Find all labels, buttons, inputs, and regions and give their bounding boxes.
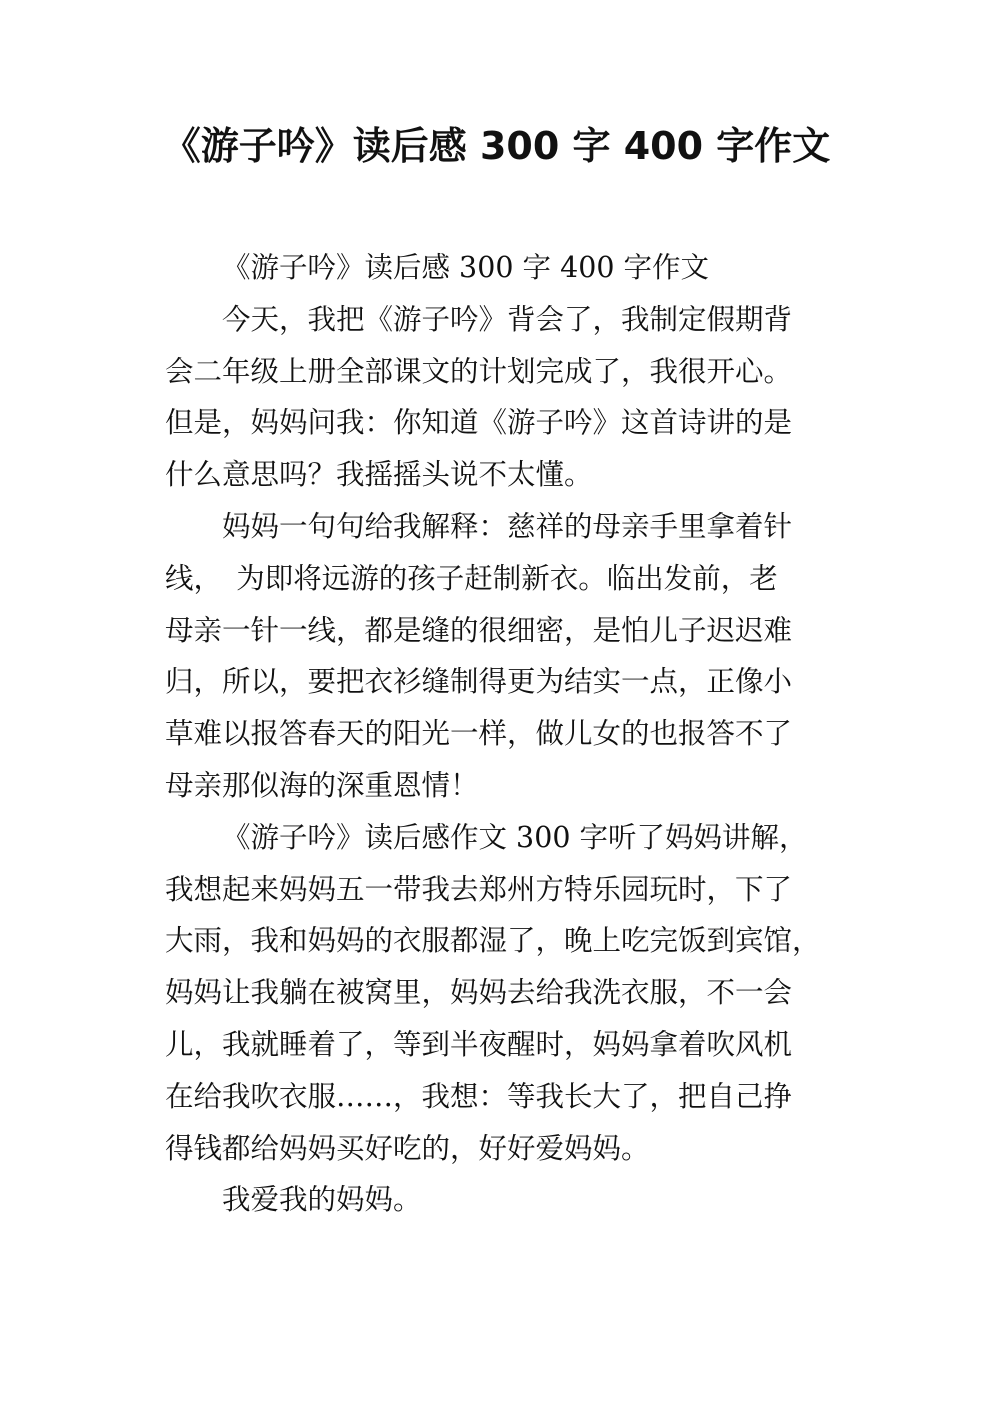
paragraph-line: 归，所以，要把衣衫缝制得更为结实一点，正像小: [165, 665, 793, 699]
paragraph-3: [165, 812, 835, 1175]
document-body: [165, 242, 835, 1226]
paragraph-line: 我想起来妈妈五一带我去郑州方特乐园玩时，下了: [165, 872, 793, 906]
paragraph-line: 在给我吹衣服……，我想：等我长大了，把自己挣: [165, 1079, 793, 1113]
paragraph-line: 妈妈一句句给我解释：慈祥的母亲手里拿着针: [222, 509, 793, 543]
paragraph-line: 线， 为即将远游的孩子赶制新衣。临出发前，老: [165, 561, 778, 595]
paragraph-line: 儿，我就睡着了，等到半夜醒时，妈妈拿着吹风机: [165, 1027, 793, 1061]
paragraph-line: 大雨，我和妈妈的衣服都湿了，晚上吃完饭到宾馆，: [165, 924, 821, 958]
paragraph-line: 妈妈让我躺在被窝里，妈妈去给我洗衣服，不一会: [165, 976, 793, 1010]
paragraph-2: [165, 501, 835, 812]
paragraph-4: [165, 1174, 835, 1226]
paragraph-line: 今天，我把《游子吟》背会了，我制定假期背: [222, 302, 793, 336]
paragraph-line: 《游子吟》读后感作文 300 字听了妈妈讲解，: [222, 820, 808, 854]
paragraph-heading: [165, 242, 835, 294]
paragraph-line: 但是，妈妈问我：你知道《游子吟》这首诗讲的是: [165, 406, 793, 440]
paragraph-1: [165, 294, 835, 501]
paragraph-line: 得钱都给妈妈买好吃的，好好爱妈妈。: [165, 1131, 650, 1165]
document-title: 《游子吟》读后感 300 字 400 字作文: [162, 124, 831, 168]
paragraph-line: 草难以报答春天的阳光一样，做儿女的也报答不了: [165, 717, 793, 751]
paragraph-line: 我爱我的妈妈。: [222, 1183, 422, 1217]
paragraph-line: 母亲一针一线，都是缝的很细密，是怕儿子迟迟难: [165, 613, 793, 647]
paragraph-line: 母亲那似海的深重恩情！: [165, 768, 479, 802]
paragraph-line: 什么意思吗？我摇摇头说不太懂。: [165, 458, 593, 492]
paragraph-line: 会二年级上册全部课文的计划完成了，我很开心。: [165, 354, 793, 388]
paragraph-line: 《游子吟》读后感 300 字 400 字作文: [222, 251, 710, 284]
